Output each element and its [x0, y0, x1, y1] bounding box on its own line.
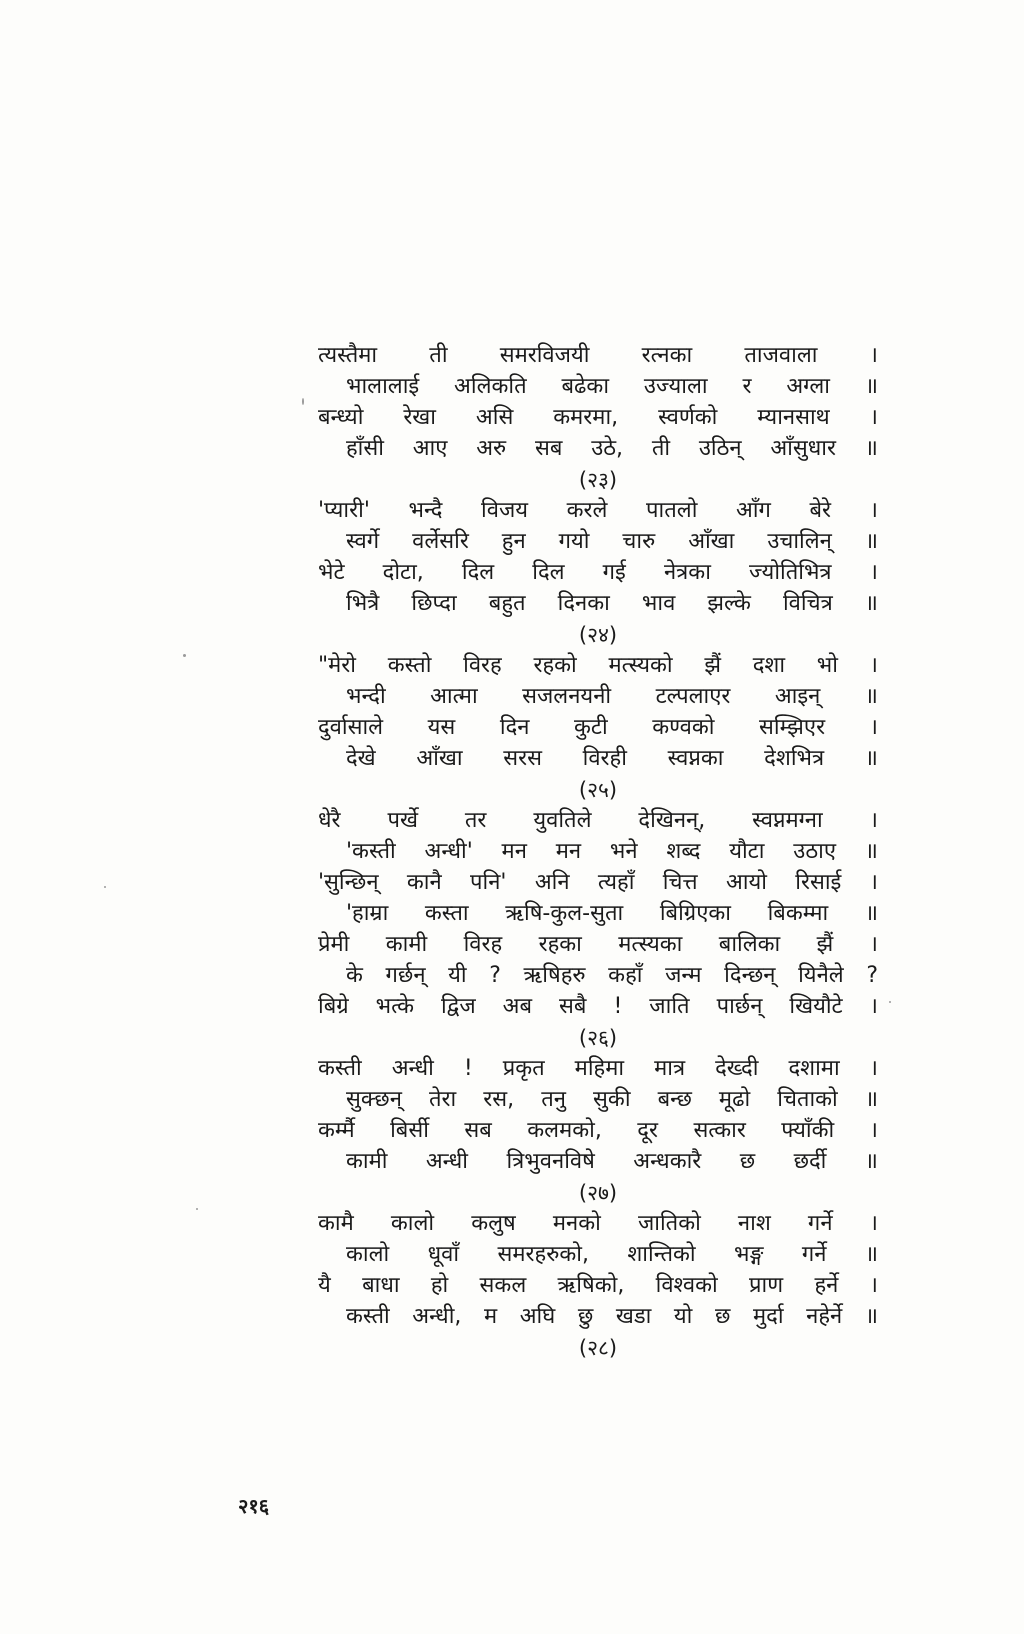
scan-speck	[889, 1001, 891, 1003]
verse-line: कामै कालो कलुष मनको जातिको नाश गर्ने ।	[318, 1211, 878, 1236]
verse-line: यै बाधा हो सकल ऋषिको, विश्वको प्राण हर्ने ।	[318, 1273, 878, 1298]
scan-speck	[104, 886, 106, 888]
verse-line: 'प्यारी' भन्दै विजय करले पातलो आँग बेरे ।	[318, 498, 878, 523]
verse-line: 'कस्ती अन्धी' मन मन भने शब्द यौटा उठाए ॥	[346, 839, 878, 864]
verse-line: बन्ध्यो रेखा असि कमरमा, स्वर्णको म्यानसाथ ।	[318, 405, 878, 430]
verse-line: 'हाम्रा कस्ता ऋषि-कुल-सुता बिग्रिएका बिकम्मा ॥	[346, 901, 878, 926]
verse-line: भन्दी आत्मा सजलनयनी टल्पलाएर आइन् ॥	[346, 684, 878, 709]
verse-line: देखे आँखा सरस विरही स्वप्नका देशभित्र ॥	[346, 746, 878, 771]
verse-line: कस्ती अन्धी ! प्रकृत महिमा मात्र देख्दी दशामा ।	[318, 1056, 878, 1081]
verse-line: प्रेमी कामी विरह रहका मत्स्यका बालिका झैं ।	[318, 932, 878, 957]
verse-line: भेटे दोटा, दिल दिल गई नेत्रका ज्योतिभित्र ।	[318, 560, 878, 585]
verse-line: त्यस्तैमा ती समरविजयी रत्नका ताजवाला ।	[318, 343, 878, 368]
verse-line: भालालाई अलिकति बढेका उज्याला र अग्ला ॥	[346, 374, 878, 399]
verse-line: भित्रै छिप्दा बहुत दिनका भाव झल्के विचित्र ॥	[346, 591, 878, 616]
verse-number: (२५)	[578, 778, 618, 802]
verse-line: कामी अन्धी त्रिभुवनविषे अन्धकारै छ छर्दी ॥	[346, 1149, 878, 1174]
page-number: २१६	[238, 1494, 270, 1518]
scan-speck	[302, 398, 304, 405]
verse-line: 'सुन्छिन् कानै पनि' अनि त्यहाँ चित्त आयो रिसाई ।	[318, 870, 878, 895]
verse-number: (२४)	[578, 623, 618, 647]
verse-number: (२८)	[578, 1336, 618, 1360]
poem-body	[318, 342, 878, 1365]
verse-number: (२६)	[578, 1026, 618, 1050]
verse-line: सुक्छन् तेरा रस, तनु सुकी बन्छ मूढो चिताको ॥	[346, 1087, 878, 1112]
verse-line: कर्म्मै बिर्सी सब कलमको, दूर सत्कार फ्याँकी ।	[318, 1118, 878, 1143]
verse-line: हाँसी आए अरु सब उठे, ती उठिन् आँसुधार ॥	[346, 436, 878, 461]
verse-line: स्वर्गे वर्लेसरि हुन गयो चारु आँखा उचालिन् ॥	[346, 529, 878, 554]
verse-line: बिग्रे भत्के द्विज अब सबै ! जाति पार्छन् खियौटे ।	[318, 994, 878, 1019]
verse-line: दुर्वासाले यस दिन कुटी कण्वको सम्झिएर ।	[318, 715, 878, 740]
verse-line: कस्ती अन्धी, म अघि छु खडा यो छ मुर्दा नहेर्ने ॥	[346, 1304, 878, 1329]
verse-number: (२३)	[578, 468, 618, 492]
verse-line: धेरै पर्खे तर युवतिले देखिनन्, स्वप्नमग्ना ।	[318, 808, 878, 833]
scan-speck	[196, 1208, 198, 1210]
verse-line: के गर्छन् यी ? ऋषिहरु कहाँ जन्म दिन्छन् यिनैले ?	[346, 963, 878, 988]
verse-number: (२७)	[578, 1181, 618, 1205]
verse-line: "मेरो कस्तो विरह रहको मत्स्यको झैं दशा भो ।	[318, 653, 878, 678]
scan-speck	[183, 654, 186, 657]
verse-line: कालो धूवाँ समरहरुको, शान्तिको भङ्ग गर्ने ॥	[346, 1242, 878, 1267]
